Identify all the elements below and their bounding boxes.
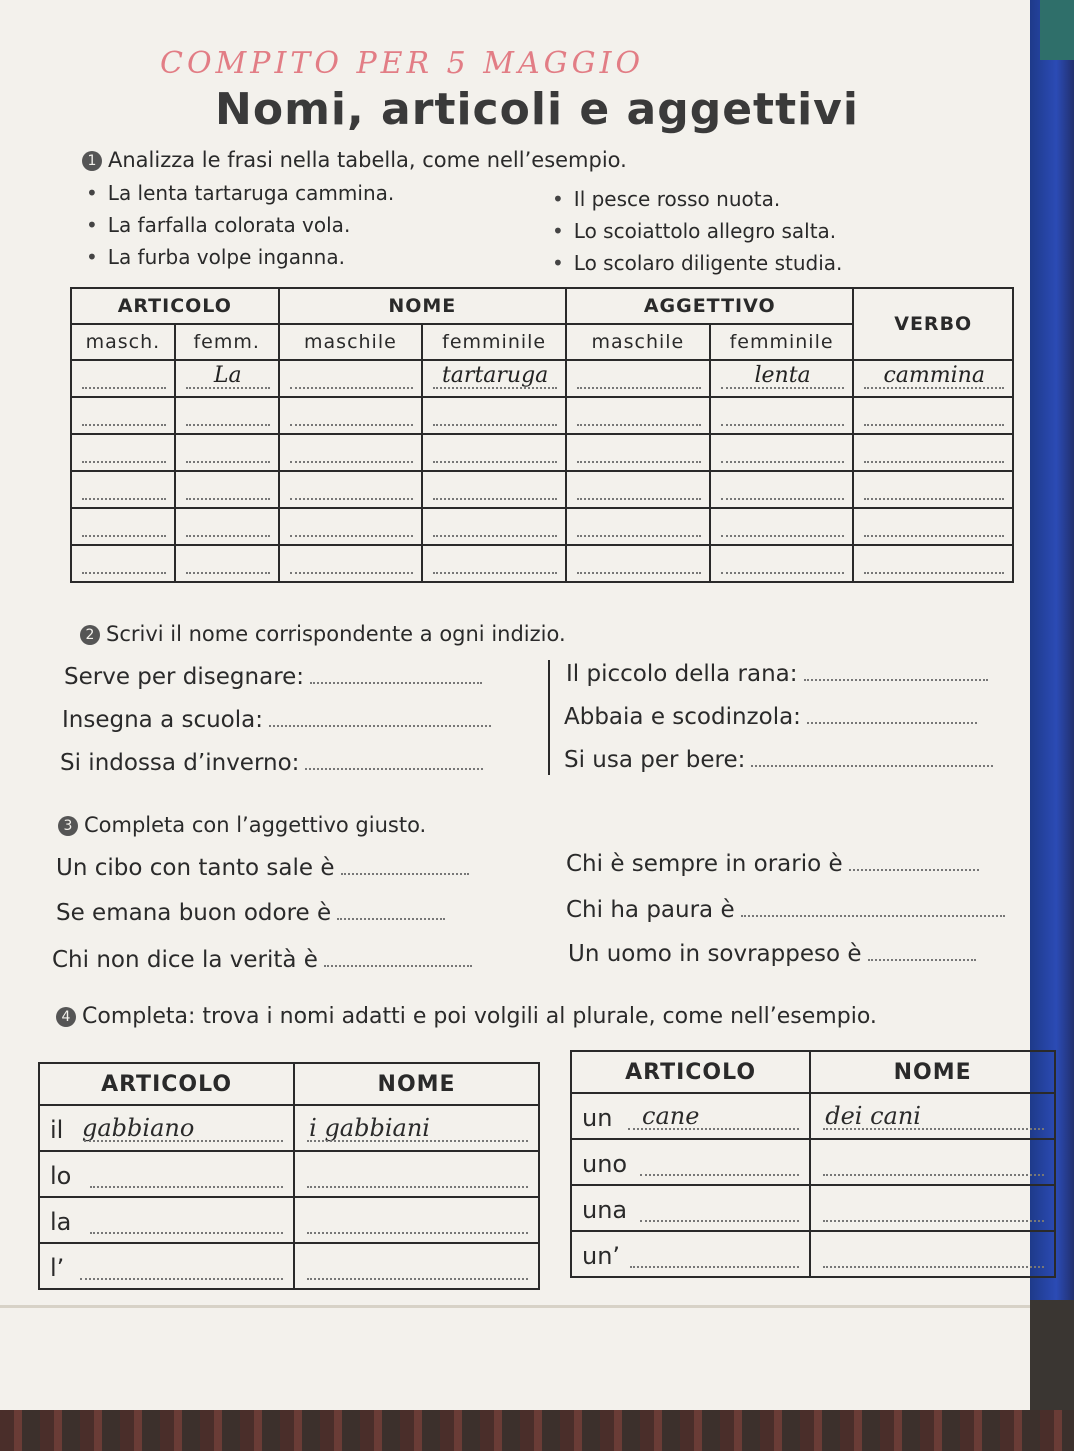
answer-cell[interactable] xyxy=(853,434,1013,471)
answer-cell[interactable] xyxy=(71,397,175,434)
answer-cell[interactable] xyxy=(175,397,279,434)
table-row xyxy=(71,545,1013,582)
table-row xyxy=(39,1197,539,1243)
header-nome: NOME xyxy=(279,288,566,324)
answer-line[interactable] xyxy=(868,953,976,961)
ex1-number: 1 xyxy=(82,151,102,171)
answer-cell[interactable] xyxy=(175,471,279,508)
ex2-clue: Si usa per bere: xyxy=(564,747,993,773)
ex1-sentence: • La farfalla colorata vola. xyxy=(86,213,350,237)
answer-line[interactable] xyxy=(741,909,1005,917)
answer-line[interactable] xyxy=(310,676,482,684)
answer-cell[interactable] xyxy=(71,508,175,545)
ex2-clue: Abbaia e scodinzola: xyxy=(564,704,977,730)
answer-cell[interactable]: cammina xyxy=(853,360,1013,397)
answer-cell[interactable] xyxy=(810,1139,1055,1185)
answer-cell[interactable] xyxy=(422,397,566,434)
ex2-clue: Si indossa d’inverno: xyxy=(60,750,483,776)
ex3-instruction: 3 Completa con l’aggettivo giusto. xyxy=(58,813,426,837)
ex3-clue: Un uomo in sovrappeso è xyxy=(568,941,976,967)
answer-line[interactable] xyxy=(341,867,469,875)
table-row xyxy=(71,508,1013,545)
answer-cell[interactable]: lo xyxy=(39,1151,294,1197)
answer-cell[interactable]: i gabbiani xyxy=(294,1105,539,1151)
table-row xyxy=(71,471,1013,508)
page-title: Nomi, articoli e aggettivi xyxy=(215,84,859,135)
answer-cell[interactable]: la xyxy=(39,1197,294,1243)
header-articolo: ARTICOLO xyxy=(571,1051,810,1093)
answer-cell[interactable]: un’ xyxy=(571,1231,810,1277)
answer-line[interactable] xyxy=(305,762,483,770)
answer-cell[interactable]: il gabbiano xyxy=(39,1105,294,1151)
answer-cell[interactable] xyxy=(175,508,279,545)
subheader: femminile xyxy=(422,324,566,360)
ex1-sentence: • La furba volpe inganna. xyxy=(86,245,345,269)
answer-cell[interactable] xyxy=(566,471,710,508)
answer-cell[interactable] xyxy=(710,471,854,508)
answer-line[interactable] xyxy=(337,912,445,920)
ex2-number: 2 xyxy=(80,625,100,645)
answer-cell[interactable] xyxy=(566,397,710,434)
ex1-analysis-table xyxy=(70,287,1014,583)
answer-line[interactable] xyxy=(751,759,993,767)
answer-cell[interactable]: tartaruga xyxy=(422,360,566,397)
ex3-clue: Chi ha paura è xyxy=(566,897,1005,923)
floor-background xyxy=(0,1410,1074,1451)
answer-line[interactable] xyxy=(849,863,979,871)
ex2-clue: Insegna a scuola: xyxy=(62,707,491,733)
table-row xyxy=(571,1093,1055,1139)
answer-cell[interactable] xyxy=(279,360,423,397)
answer-cell[interactable] xyxy=(71,360,175,397)
ex3-clue: Un cibo con tanto sale è xyxy=(56,855,469,881)
table-row xyxy=(39,1243,539,1289)
answer-line[interactable] xyxy=(807,716,977,724)
answer-cell[interactable] xyxy=(566,545,710,582)
ex4-table-right xyxy=(570,1050,1056,1278)
answer-cell[interactable] xyxy=(853,397,1013,434)
header-nome: NOME xyxy=(294,1063,539,1105)
ex1-instruction: 1 Analizza le frasi nella tabella, come nell’esempio. xyxy=(82,148,627,172)
answer-cell[interactable]: La xyxy=(175,360,279,397)
answer-cell[interactable] xyxy=(294,1243,539,1289)
header-verbo: VERBO xyxy=(853,288,1013,360)
ex1-sentence: • Il pesce rosso nuota. xyxy=(552,187,780,211)
subheader: femm. xyxy=(175,324,279,360)
answer-cell[interactable] xyxy=(422,545,566,582)
binder-corner xyxy=(1040,0,1074,60)
answer-cell[interactable] xyxy=(853,471,1013,508)
subheader: maschile xyxy=(566,324,710,360)
ex2-divider xyxy=(548,660,550,775)
answer-cell[interactable] xyxy=(279,397,423,434)
table-row xyxy=(71,397,1013,434)
answer-cell[interactable] xyxy=(294,1151,539,1197)
header-articolo: ARTICOLO xyxy=(39,1063,294,1105)
ex3-clue: Chi non dice la verità è xyxy=(52,947,472,973)
ex2-instruction: 2 Scrivi il nome corrispondente a ogni indizio. xyxy=(80,622,566,646)
answer-cell[interactable] xyxy=(566,434,710,471)
ex2-clue: Serve per disegnare: xyxy=(64,664,482,690)
ex1-sentence: • Lo scoiattolo allegro salta. xyxy=(552,219,836,243)
table-row xyxy=(39,1151,539,1197)
answer-cell[interactable]: un cane xyxy=(571,1093,810,1139)
table-row xyxy=(71,360,1013,397)
subheader: masch. xyxy=(71,324,175,360)
subheader: femminile xyxy=(710,324,854,360)
answer-cell[interactable] xyxy=(810,1185,1055,1231)
ex3-clue: Se emana buon odore è xyxy=(56,900,445,926)
answer-cell[interactable] xyxy=(810,1231,1055,1277)
answer-cell[interactable] xyxy=(294,1197,539,1243)
answer-cell[interactable] xyxy=(853,545,1013,582)
ex3-clue: Chi è sempre in orario è xyxy=(566,851,979,877)
answer-cell[interactable] xyxy=(175,434,279,471)
answer-cell[interactable] xyxy=(710,397,854,434)
answer-cell[interactable] xyxy=(279,471,423,508)
answer-cell[interactable] xyxy=(279,508,423,545)
answer-line[interactable] xyxy=(269,719,491,727)
table-row xyxy=(571,1139,1055,1185)
header-articolo: ARTICOLO xyxy=(71,288,279,324)
answer-cell[interactable] xyxy=(710,508,854,545)
answer-cell[interactable]: lenta xyxy=(710,360,854,397)
answer-cell[interactable] xyxy=(175,545,279,582)
header-aggettivo: AGGETTIVO xyxy=(566,288,853,324)
answer-cell[interactable] xyxy=(422,508,566,545)
answer-cell[interactable]: una xyxy=(571,1185,810,1231)
answer-cell[interactable] xyxy=(279,434,423,471)
subheader: maschile xyxy=(279,324,423,360)
ex1-sentence: • Lo scolaro diligente studia. xyxy=(552,251,842,275)
ex4-number: 4 xyxy=(56,1007,76,1027)
answer-cell[interactable] xyxy=(71,471,175,508)
answer-cell[interactable]: dei cani xyxy=(810,1093,1055,1139)
ex4-table-left xyxy=(38,1062,540,1290)
answer-cell[interactable] xyxy=(422,434,566,471)
answer-cell[interactable] xyxy=(853,508,1013,545)
answer-cell[interactable] xyxy=(422,471,566,508)
answer-cell[interactable] xyxy=(71,545,175,582)
ex2-clue: Il piccolo della rana: xyxy=(566,661,988,687)
answer-cell[interactable] xyxy=(566,508,710,545)
ex4-instruction: 4 Completa: trova i nomi adatti e poi volgili al plurale, come nell’esempio. xyxy=(56,1004,877,1029)
table-row xyxy=(39,1105,539,1151)
answer-cell[interactable]: l’ xyxy=(39,1243,294,1289)
table-row xyxy=(571,1185,1055,1231)
answer-line[interactable] xyxy=(804,673,988,681)
answer-cell[interactable] xyxy=(710,434,854,471)
answer-cell[interactable] xyxy=(566,360,710,397)
table-row xyxy=(571,1231,1055,1277)
ex1-sentence: • La lenta tartaruga cammina. xyxy=(86,181,394,205)
answer-cell[interactable] xyxy=(279,545,423,582)
answer-line[interactable] xyxy=(324,959,472,967)
table-row xyxy=(71,434,1013,471)
answer-cell[interactable]: uno xyxy=(571,1139,810,1185)
handwritten-header: COMPITO PER 5 MAGGIO xyxy=(160,46,645,81)
page-bottom-rule xyxy=(0,1305,1030,1308)
answer-cell[interactable] xyxy=(710,545,854,582)
answer-cell[interactable] xyxy=(71,434,175,471)
ex3-number: 3 xyxy=(58,816,78,836)
header-nome: NOME xyxy=(810,1051,1055,1093)
